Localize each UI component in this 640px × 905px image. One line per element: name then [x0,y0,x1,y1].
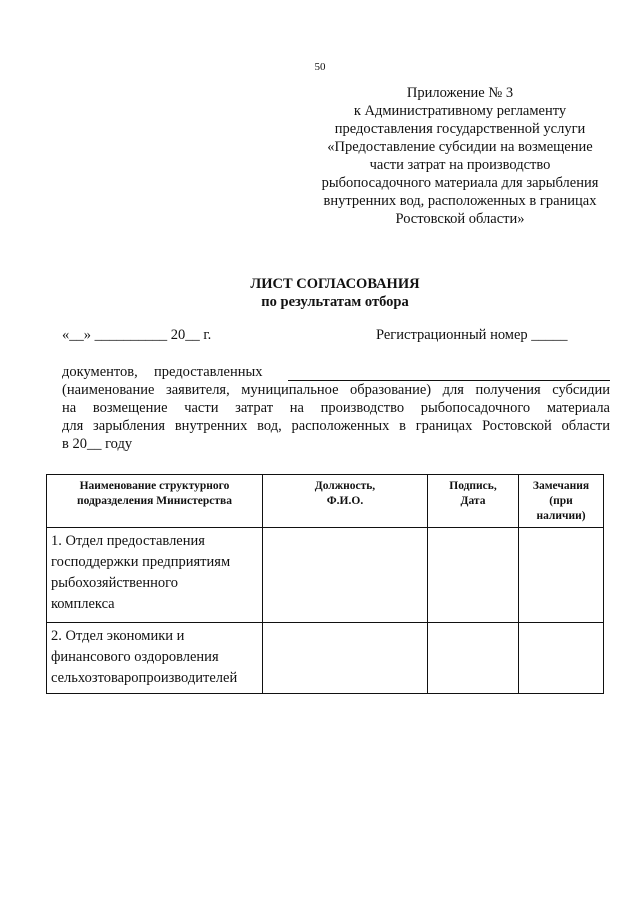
submitted-word: предоставленных [154,364,263,380]
header-line: наличии) [536,510,586,522]
appendix-line: рыбопосадочного материала для зарыбления [321,175,599,191]
position-cell[interactable] [263,623,428,694]
table-row [47,623,604,694]
header-line: Замечания [532,480,590,492]
signature-cell[interactable] [428,528,519,623]
paragraph-line: на возмещение части затрат на производство рыбопосадочного материала [62,400,610,416]
department-line: 1. Отдел предоставления [51,533,205,549]
paragraph-line: для зарыбления внутренних вод, расположенных в границах Ростовской области [62,418,610,434]
appendix-line: части затрат на производство [369,157,551,173]
department-line: господдержки предприятиям [51,554,231,570]
paragraph-line: в 20__ году [62,436,133,452]
paragraph-line: (наименование заявителя, муниципальное образование) для получения субсидии [62,382,610,398]
department-line: комплекса [51,596,115,612]
header-line: Дата [460,495,486,507]
header-line: подразделения Министерства [77,495,232,507]
header-signature [428,475,519,528]
appendix-line: «Предоставление субсидии на возмещение [327,139,593,155]
table-header-row [47,475,604,528]
appendix-line: внутренних вод, расположенных в границах [323,193,597,209]
header-line: Наименование структурного [79,480,230,492]
header-remarks [519,475,604,528]
department-line: финансового оздоровления [51,649,219,665]
department-line: рыбохозяйственного [51,575,178,591]
department-cell [47,623,263,694]
header-department [47,475,263,528]
appendix-line: предоставления государственной услуги [334,121,586,137]
department-line: 2. Отдел экономики и [51,628,185,644]
header-position [263,475,428,528]
title-main: ЛИСТ СОГЛАСОВАНИЯ [250,276,420,292]
header-line: (при [549,495,573,507]
documents-word: документов, [62,364,138,380]
table-row [47,528,604,623]
appendix-line: Ростовской области» [395,211,525,227]
applicant-blank-line [288,366,610,381]
approval-table [46,474,604,694]
page-number: 50 [314,61,326,73]
appendix-header [300,84,620,228]
position-cell[interactable] [263,528,428,623]
header-line: Ф.И.О. [326,495,364,507]
signature-cell[interactable] [428,623,519,694]
document-title [0,275,640,311]
appendix-line: к Административному регламенту [353,103,567,119]
header-line: Должность, [314,480,376,492]
documents-paragraph [62,363,610,453]
remarks-cell[interactable] [519,623,604,694]
appendix-line: Приложение № 3 [406,85,514,101]
header-line: Подпись, [449,480,497,492]
documents-line [62,363,610,381]
date-line: «__» __________ 20__ г. [62,327,212,343]
department-line: сельхозтоваропроизводителей [51,670,238,686]
registration-number-line: Регистрационный номер _____ [376,327,568,343]
title-sub: по результатам отбора [261,294,409,310]
department-cell [47,528,263,623]
remarks-cell[interactable] [519,528,604,623]
